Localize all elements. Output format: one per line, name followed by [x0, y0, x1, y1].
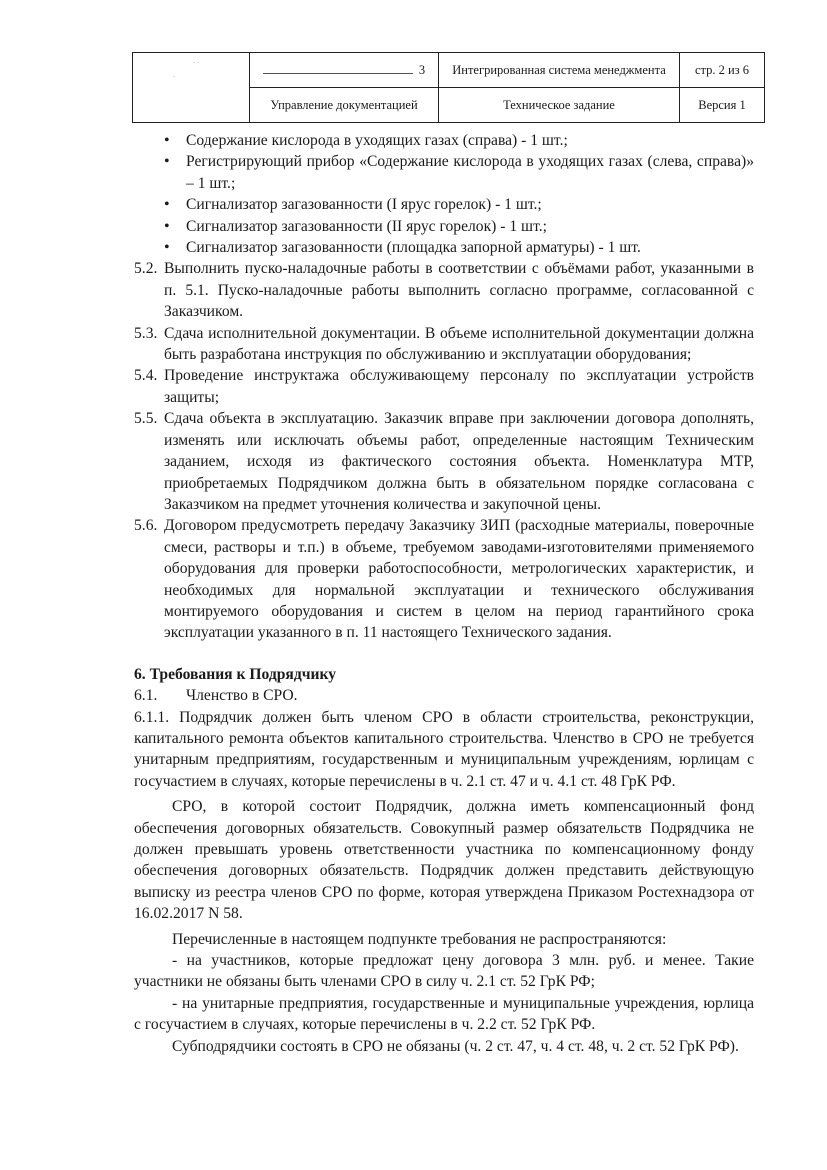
- item-text: Сдача исполнительной документации. В объеме исполнительной документации должна быть разработана инструкция по обслуживанию и эксплуатации оборудования;: [164, 324, 754, 364]
- paragraph-exception-2: - на унитарные предприятия, государственные и муниципальные учреждения, юрлица с госучастием в случаях, которые перечислены в ч. 2.2 ст. 52 ГрК РФ.: [134, 994, 754, 1034]
- item-text: Проведение инструктажа обслуживающему персоналу по эксплуатации устройств защиты;: [164, 367, 754, 406]
- paragraph-6-1-1: 6.1.1. Подрядчик должен быть членом СРО в области строительства, реконструкции, капитального ремонта объектов капитального строительства. Членство в СРО не требуется унитарным предприятиям, государственным и муниципальным учреждениям, юрлицам с госучастием в случаях, которые перечислены в ч. 2.1 ст. 47 и ч. 4.1 ст. 48 ГрК РФ.: [134, 708, 754, 790]
- document-type: Техническое задание: [439, 88, 680, 123]
- item-number: 5.2.: [134, 260, 158, 278]
- equipment-list: [134, 130, 754, 258]
- section-6-title: 6. Требования к Подрядчику: [134, 665, 337, 683]
- item-5-6: [134, 515, 754, 643]
- item-text: Договором предусмотреть передачу Заказчику ЗИП (расходные материалы, поверочные смеси, растворы и т.п.) в объеме, требуемом заводами-изготовителями применяемого оборудования для проверки работоспособности, метрологических характеристик, и необходимых для нормальной эксплуатации и технического обслуживания монтируемого оборудования и систем в целом на период гарантийного срока эксплуатации указанного в п. 11 настоящего Технического задания.: [164, 517, 754, 642]
- paragraph-exceptions: Перечисленные в настоящем подпункте требования не распространяются:: [172, 930, 667, 948]
- list-item: • Регистрирующий прибор «Содержание кислорода в уходящих газах (слева, справа)» – 1 шт.;: [134, 151, 754, 194]
- paragraph-subcontractors: Субподрядчики состоять в СРО не обязаны (ч. 2 ст. 47, ч. 4 ст. 48, ч. 2 ст. 52 ГрК РФ).: [172, 1037, 739, 1055]
- paragraph-exception-1: - на участников, которые предложат цену договора 3 млн. руб. и менее. Такие участники не обязаны быть членами СРО в силу ч. 2.1 ст. 52 ГрК РФ;: [134, 952, 754, 991]
- list-item: • Содержание кислорода в уходящих газах (справа) - 1 шт.;: [134, 130, 754, 151]
- item-number: 5.4.: [134, 367, 158, 385]
- signature-line: [263, 67, 413, 74]
- department-name: Управление документацией: [250, 88, 439, 123]
- item-5-2: [134, 258, 754, 322]
- subsection-6-1: [134, 685, 754, 706]
- approval-signature-cell: [250, 53, 439, 88]
- item-number: 5.5.: [134, 410, 158, 428]
- list-item: • Сигнализатор загазованности (II ярус горелок) - 1 шт.;: [134, 216, 754, 237]
- system-name: Интегрированная система менеджмента: [439, 53, 680, 88]
- item-5-3: [134, 323, 754, 366]
- list-item: • Сигнализатор загазованности (площадка запорной арматуры) - 1 шт.: [134, 237, 754, 258]
- document-header: [132, 52, 765, 123]
- document-body: [134, 130, 754, 1057]
- paragraph-compensation-fund: СРО, в которой состоит Подрядчик, должна иметь компенсационный фонд обеспечения договорных обязательств. Совокупный размер обязательств Подрядчика не должен превышать уровень ответственности участника по компенсационному фонду обеспечения договорных обязательств. Подрядчик должен представить действующую выписку из реестра членов СРО по форме, которая утверждена Приказом Ростехнадзора от 16.02.2017 N 58.: [134, 798, 754, 923]
- item-number: 5.3.: [134, 324, 158, 342]
- item-number: 5.6.: [134, 517, 158, 535]
- signature-mark: 3: [418, 62, 426, 77]
- document-version: Версия 1: [680, 88, 765, 123]
- subsection-number: 6.1.: [134, 687, 158, 705]
- item-5-4: [134, 365, 754, 408]
- item-text: Сдача объекта в эксплуатацию. Заказчик вправе при заключении договора дополнять, изменять или исключать объемы работ, определенные настоящим Техническим заданием, исходя из фактического состояния объекта. Номенклатура МТР, приобретаемых Подрядчиком должна быть в обязательном порядке согласована с Заказчиком на предмет уточнения количества и закупочной цены.: [164, 410, 754, 513]
- item-5-5: [134, 408, 754, 515]
- item-text: Выполнить пуско-наладочные работы в соответствии с объёмами работ, указанными в п. 5.1. Пуско-наладочные работы выполнить согласно программе, согласованной с Заказчиком.: [164, 260, 754, 321]
- page-number: стр. 2 из 6: [680, 53, 765, 88]
- company-logo: · · ·: [133, 53, 250, 123]
- subsection-title: Членство в СРО.: [186, 687, 298, 705]
- list-item: • Сигнализатор загазованности (I ярус горелок) - 1 шт.;: [134, 194, 754, 215]
